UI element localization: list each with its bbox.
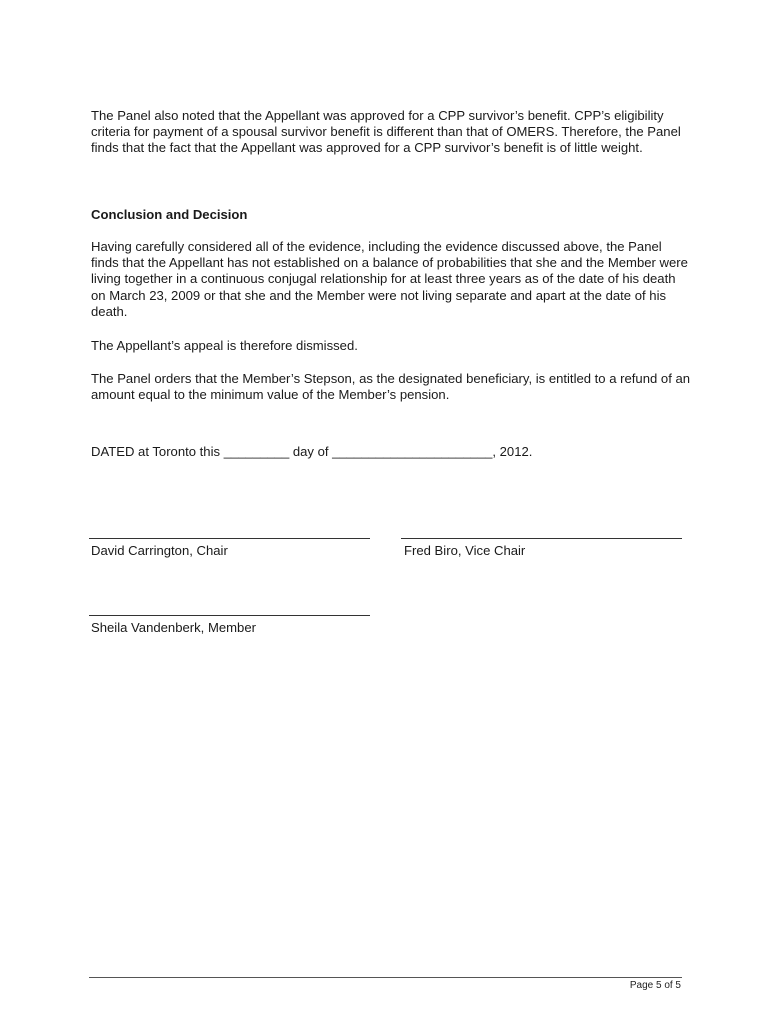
signature-line-vice-chair — [401, 538, 682, 539]
signature-name-vice-chair: Fred Biro, Vice Chair — [404, 543, 526, 558]
signature-name-member: Sheila Vandenberk, Member — [91, 620, 256, 635]
dated-line: DATED at Toronto this _________ day of ______________________, 2012. — [91, 444, 533, 459]
page-number: Page 5 of 5 — [629, 980, 681, 991]
paragraph-dismissal: The Appellant’s appeal is therefore dismissed. — [91, 338, 358, 353]
paragraph-cpp-benefit: The Panel also noted that the Appellant was approved for a CPP survivor’s benefit. CPP’s eligibility criteria for payment of a spousal survivor benefit is different than that of OMERS. Therefore, the Panel finds that the fact that the Appellant was approved for a CPP survivor’s benefit is of little weight. — [91, 108, 681, 156]
section-heading-conclusion: Conclusion and Decision — [91, 207, 248, 222]
paragraph-findings: Having carefully considered all of the evidence, including the evidence discussed above, the Panel finds that the Appellant has not established on a balance of probabilities that she and the Member were living together in a continuous conjugal relationship for at least three years as of the date of his death on March 23, 2009 or that she and the Member were not living separate and apart at the date of his death. — [91, 239, 688, 319]
signature-line-member — [89, 615, 370, 616]
paragraph-order: The Panel orders that the Member’s Stepson, as the designated beneficiary, is entitled to a refund of an amount equal to the minimum value of the Member’s pension. — [91, 371, 691, 403]
signature-line-chair — [89, 538, 370, 539]
signature-name-chair: David Carrington, Chair — [91, 543, 228, 558]
footer-divider — [89, 977, 682, 978]
